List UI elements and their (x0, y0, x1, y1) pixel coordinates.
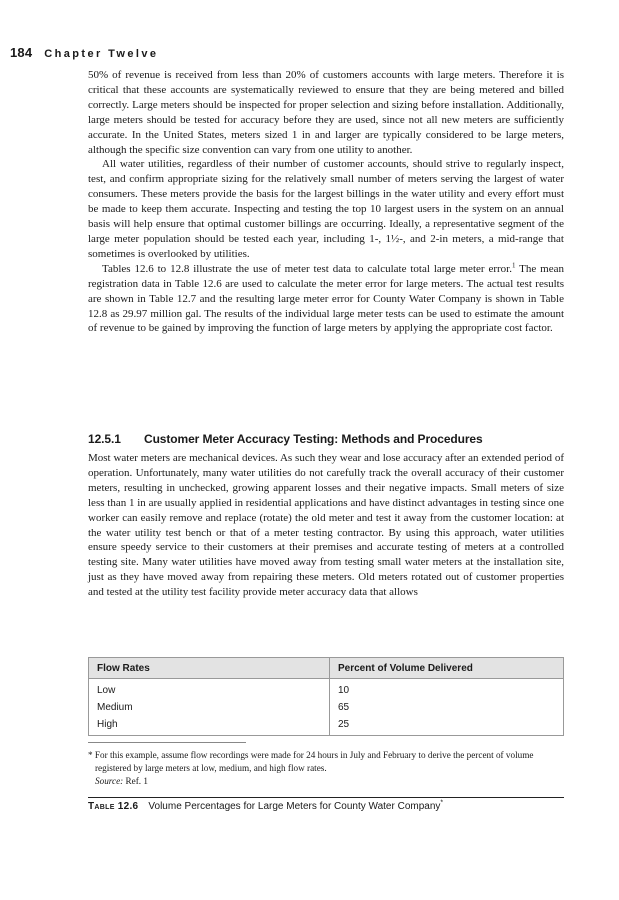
footnote-divider (88, 742, 246, 743)
paragraph-2: All water utilities, regardless of their number of customer accounts, should strive to regularly inspect, test, and confirm appropriate sizing for the relatively small number of meters serving the largest of water consumers. These meters provide the basis for the largest billings in the water utility and every effort must be made to keep them accurate. Inspecting and testing the top 10 largest users in the system on an annual basis will help ensure that optimal customer billings are occurring. Ideally, a representative segment of the large meter population should be tested each year, including 1-, 1½-, and 2-in meters, a mid-range that sometimes is overlooked by utilities. (88, 158, 564, 260)
paragraph-3-start: Tables 12.6 to 12.8 illustrate the use of meter test data to calculate total large meter error. (102, 262, 512, 275)
volume-percentages-table (88, 657, 564, 736)
body-text-top (88, 68, 564, 336)
paragraph-3 (88, 262, 564, 337)
table-row (89, 715, 564, 736)
footnote-note (88, 749, 564, 775)
column-header-percent-volume: Percent of Volume Delivered (330, 658, 564, 679)
table-header-row (89, 658, 564, 679)
caption-divider (88, 797, 564, 798)
paragraph-4: Most water meters are mechanical devices. As such they wear and lose accuracy after an extended period of operation. Unfortunately, many water utilities do not carefully track the overall accuracy of their customer meters, resulting in unchecked, growing apparent losses and their negative impacts. Small meters of size less than 1 in are usually applied in residential applications and have distinct advantages in testing since one worker can easily remove and replace (rotate) the old meter and test it away from the customer location: at the water utility test bench or that of a meter testing contractor. By using this approach, water utilities ensure speedy service to their customers at their premises and accurate testing of meters at a controlled testing site. Many water utilities have moved away from testing small water meters at the installation site, just as they have moved away from repairing these meters. Old meters rotated out of customer properties and tested at the utility test facility provide meter accuracy data that allows (88, 452, 564, 599)
caption-marker: * (440, 799, 444, 807)
section-title: Customer Meter Accuracy Testing: Methods and Procedures (144, 432, 483, 446)
chapter-title: Chapter Twelve (44, 48, 159, 60)
footnote-reference: 1 (511, 261, 516, 270)
table-caption (88, 801, 564, 812)
source-text: Ref. 1 (123, 776, 148, 786)
paragraph-1: 50% of revenue is received from less than 20% of customers accounts with large meters. Therefore it is critical that these accounts are systematically reviewed to ensure that they are being metered and billed correctly. Large meters should be inspected for proper selection and sizing before installation. Additionally, large meters should be tested for accuracy before they are used, since not all new meters are sufficiently accurate. In the United States, meters sized 1 in and larger are typically considered to be large meters, although the specific size convention can vary from one utility to another. (88, 69, 564, 156)
table-row (89, 698, 564, 715)
section-heading (88, 432, 564, 446)
paragraph-3-continued: The mean registration data in Table 12.6 are used to calculate the meter error for large meters. The actual test results are shown in Table 12.7 and the resulting large meter error for County Water Company is shown in Table 12.8 as 29.97 million gal. The results of the individual large meter tests can be used to estimate the amount of revenue to be gained by improving the function of large meters by applying the appropriate cost factor. (88, 262, 564, 335)
table-row (89, 679, 564, 699)
running-header (10, 44, 158, 62)
flow-rate-cell: Low (89, 679, 330, 699)
flow-rate-cell: Medium (89, 698, 330, 715)
flow-rate-cell: High (89, 715, 330, 736)
footnote-text: For this example, assume flow recordings were made for 24 hours in July and February to derive the percent of volume registered by large meters at low, medium, and high flow rates. (92, 750, 534, 773)
footnote-source (95, 775, 564, 788)
body-text-bottom (88, 451, 564, 600)
percent-cell: 25 (330, 715, 564, 736)
caption-text: Volume Percentages for Large Meters for County Water Company (148, 801, 441, 812)
page-number: 184 (10, 45, 33, 60)
percent-cell: 65 (330, 698, 564, 715)
column-header-flow-rates: Flow Rates (89, 658, 330, 679)
source-label: Source: (95, 776, 124, 786)
caption-label: Table 12.6 (88, 801, 139, 812)
table-footnote (88, 749, 564, 788)
footnote-marker: * (88, 750, 93, 760)
percent-cell: 10 (330, 679, 564, 699)
section-number: 12.5.1 (88, 432, 121, 446)
